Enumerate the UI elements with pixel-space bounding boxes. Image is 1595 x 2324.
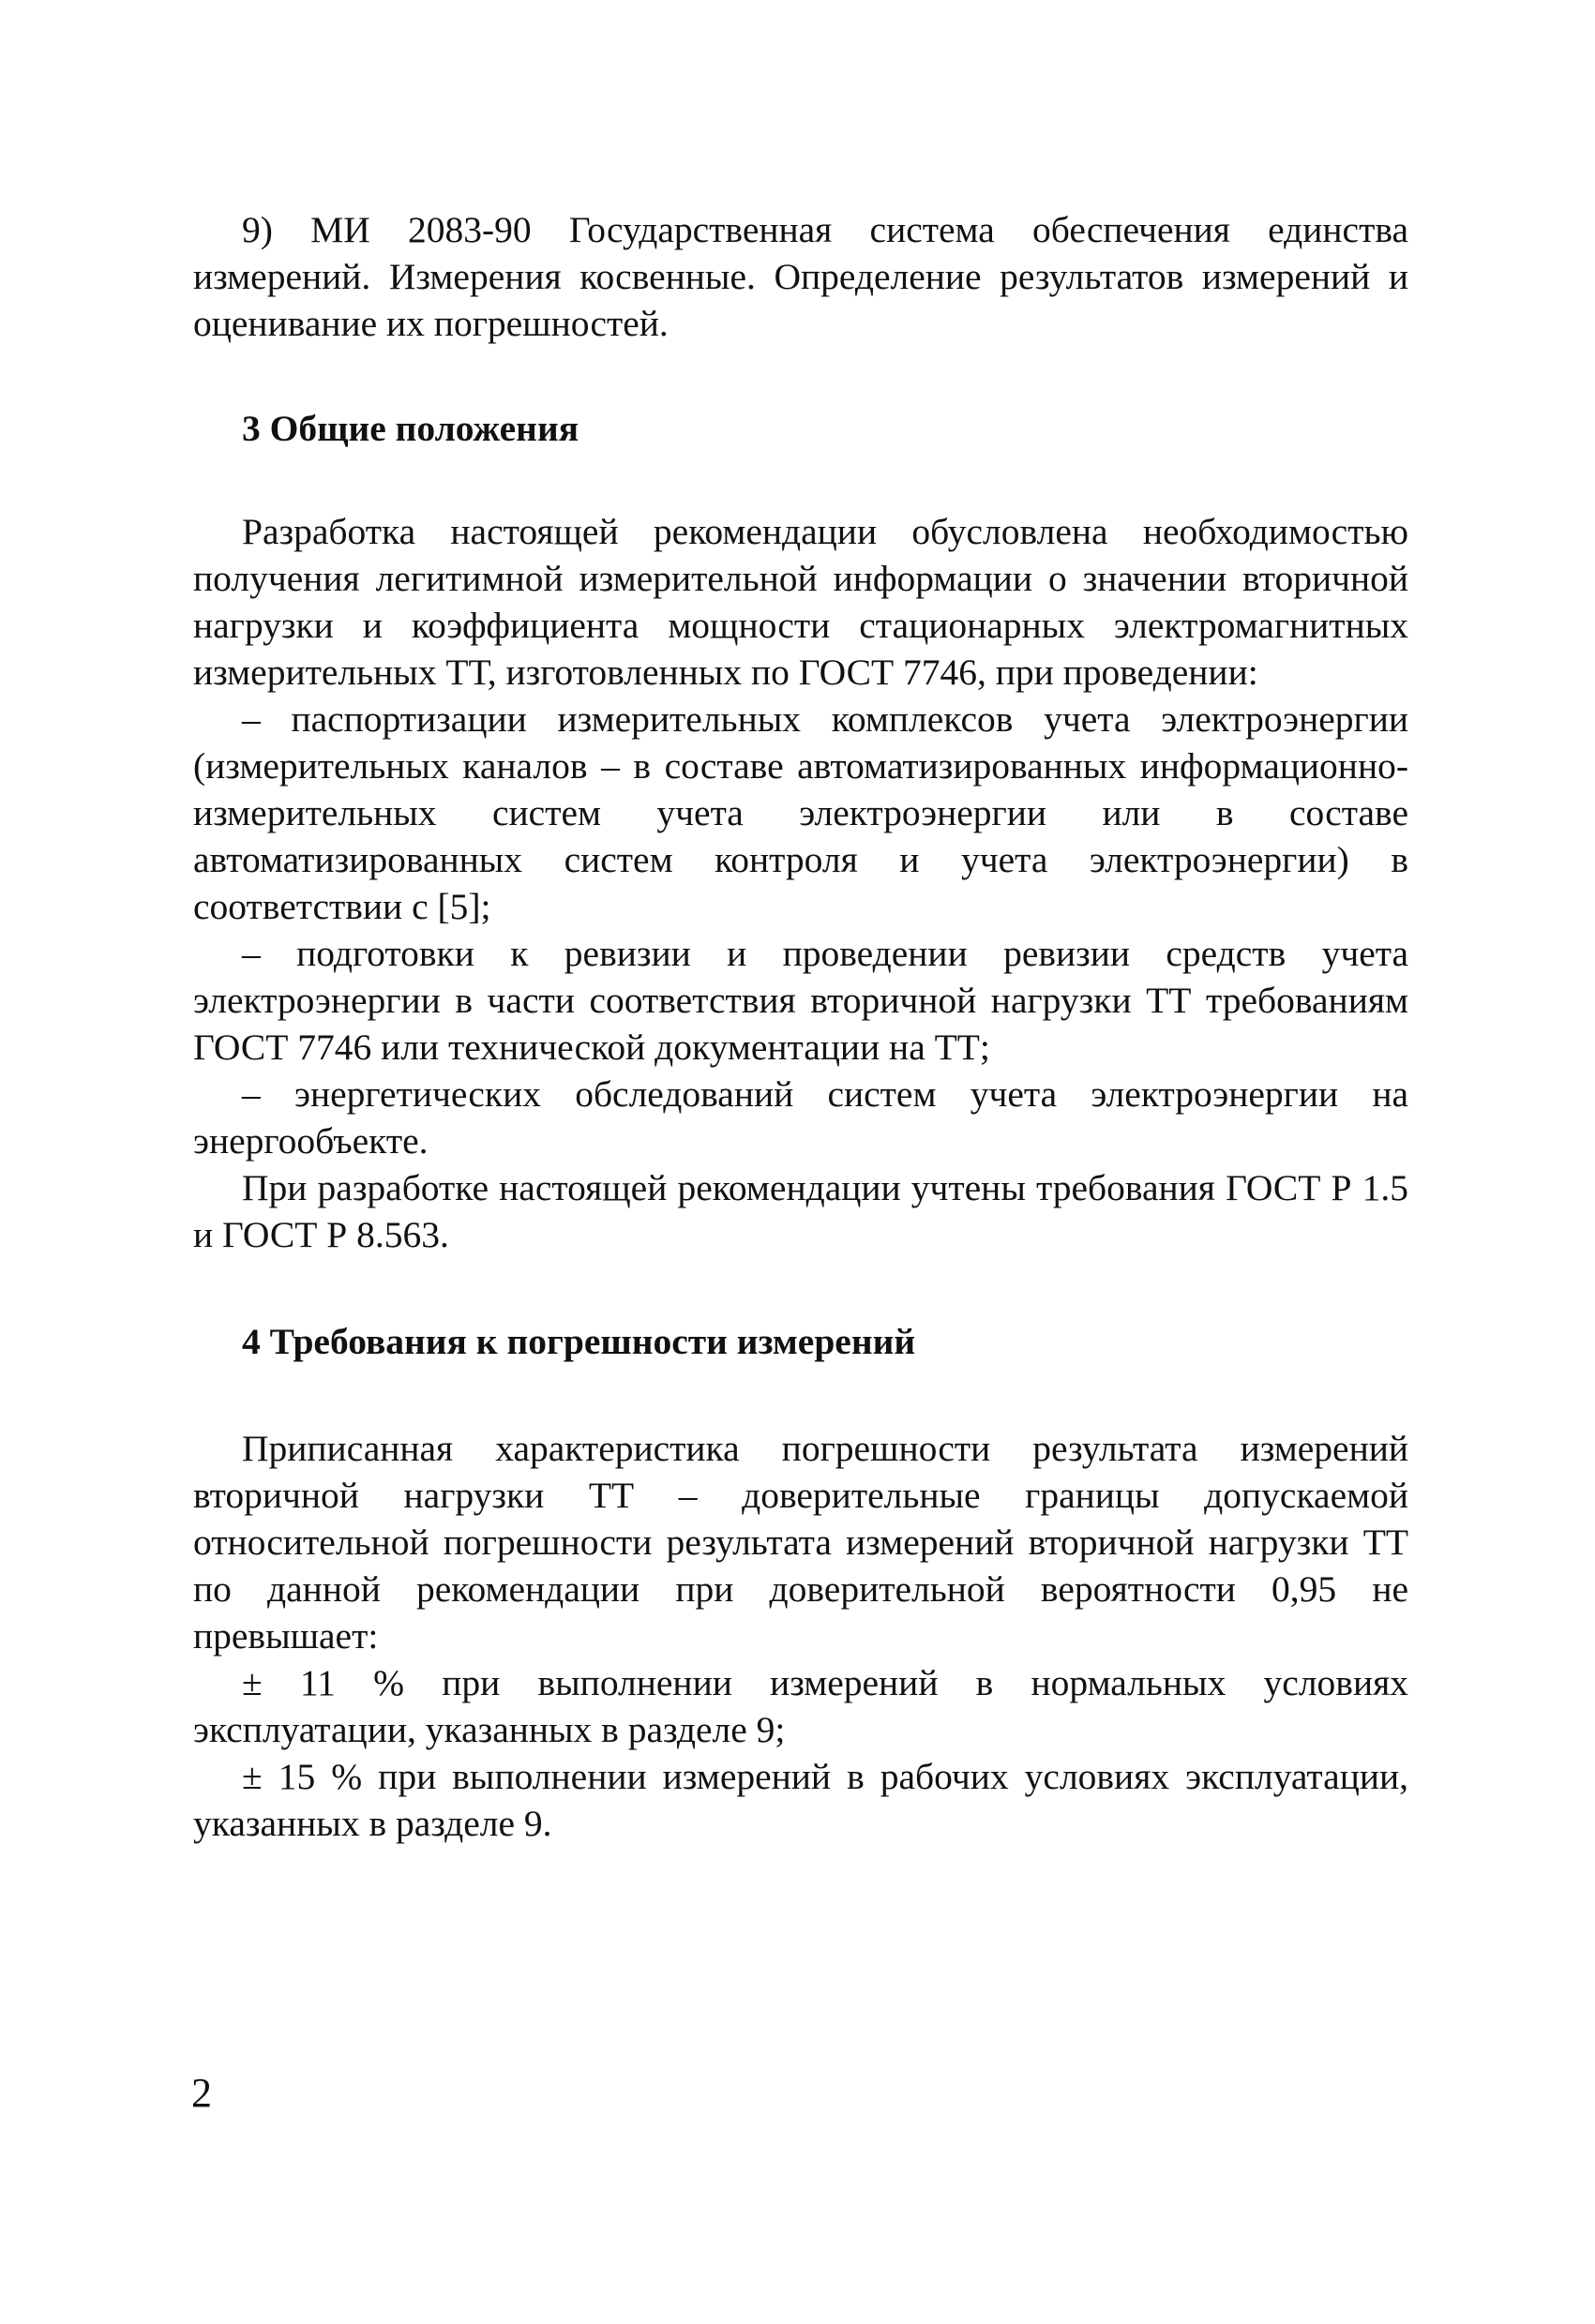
section-4-list-item: ± 11 % при выполнении измерений в нормальных условиях эксплуатации, указанных в разделе 9;	[193, 1662, 1408, 1750]
section-3-closing: При разработке настоящей рекомендации учтены требования ГОСТ Р 1.5 и ГОСТ Р 8.563.	[193, 1167, 1408, 1255]
section-3-intro: Разработка настоящей рекомендации обусловлена необходимостью получения легитимной измерительной информации о значении вторичной нагрузки и коэффициента мощности стационарных электромагнитных измерительных ТТ, изготовленных по ГОСТ 7746, при проведении:	[193, 511, 1408, 693]
document-page	[193, 206, 1408, 1847]
section-3-list-item: – энергетических обследований систем учета электроэнергии на энергообъекте.	[193, 1073, 1408, 1162]
section-3-list-item: – подготовки к ревизии и проведении ревизии средств учета электроэнергии в части соответствия вторичной нагрузки ТТ требованиям ГОСТ 7746 или технической документации на ТТ;	[193, 933, 1408, 1068]
section-4-list-item: ± 15 % при выполнении измерений в рабочих условиях эксплуатации, указанных в разделе 9.	[193, 1756, 1408, 1844]
page-number: 2	[191, 2070, 212, 2116]
section-3-heading: 3 Общие положения	[242, 408, 579, 449]
section-4-heading: 4 Требования к погрешности измерений	[242, 1321, 916, 1362]
section-4-intro: Приписанная характеристика погрешности результата измерений вторичной нагрузки ТТ – доверительные границы допускаемой относительной погрешности результата измерений вторичной нагрузки ТТ по данной рекомендации при доверительной вероятности 0,95 не превышает:	[193, 1428, 1408, 1657]
reference-item-9: 9) МИ 2083-90 Государственная система обеспечения единства измерений. Измерения косвенные. Определение результатов измерений и оценивание их погрешностей.	[193, 209, 1408, 344]
section-3-list-item: – паспортизации измерительных комплексов учета электроэнергии (измерительных каналов – в составе автоматизированных информационно-измерительных систем учета электроэнергии или в составе автоматизированных систем контроля и учета электроэнергии) в соответствии с [5];	[193, 698, 1408, 927]
